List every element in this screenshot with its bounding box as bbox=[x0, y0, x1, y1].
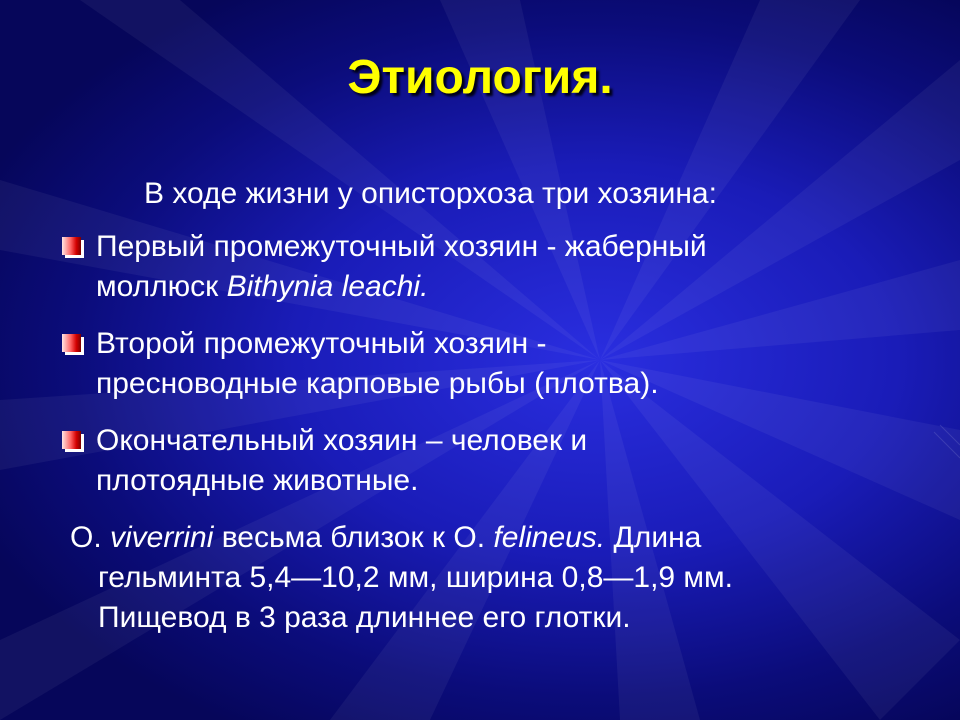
bullet-item-line: Первый промежуточный хозяин - жаберный bbox=[96, 230, 707, 263]
species-name: viverrini bbox=[110, 521, 214, 554]
bullet-item-line bbox=[96, 267, 896, 307]
slide-title: Этиология. bbox=[347, 51, 613, 104]
species-name: felineus. bbox=[493, 521, 606, 554]
text-fragment: Длина bbox=[605, 521, 702, 554]
bullet-item-text bbox=[96, 227, 896, 307]
paragraph-line: Пищевод в 3 раза длиннее его глотки. bbox=[98, 601, 631, 634]
paragraph-line bbox=[70, 518, 910, 558]
bullet-item-line: Окончательный хозяин – человек и bbox=[96, 424, 588, 457]
text-fragment: моллюск bbox=[96, 270, 227, 303]
bullet-item-text bbox=[96, 324, 896, 404]
bullet-item-line: Второй промежуточный хозяин - bbox=[96, 327, 547, 360]
intro-text: В ходе жизни у описторхоза три хозяина: bbox=[144, 177, 717, 210]
bullet-item-text bbox=[96, 421, 896, 501]
red-square-bullet-icon bbox=[62, 431, 81, 449]
red-square-bullet-icon bbox=[62, 334, 81, 352]
paragraph-line: гельминта 5,4—10,2 мм, ширина 0,8—1,9 мм. bbox=[98, 561, 734, 594]
bullet-item-line: пресноводные карповые рыбы (плотва). bbox=[96, 367, 659, 400]
text-fragment: весьма близок к О. bbox=[213, 521, 494, 554]
species-name: Bithynia leachi. bbox=[226, 270, 429, 303]
bullet-item-line: плотоядные животные. bbox=[96, 464, 419, 497]
text-fragment: О. bbox=[70, 521, 111, 554]
closing-paragraph bbox=[70, 518, 910, 638]
red-square-bullet-icon bbox=[62, 237, 81, 255]
